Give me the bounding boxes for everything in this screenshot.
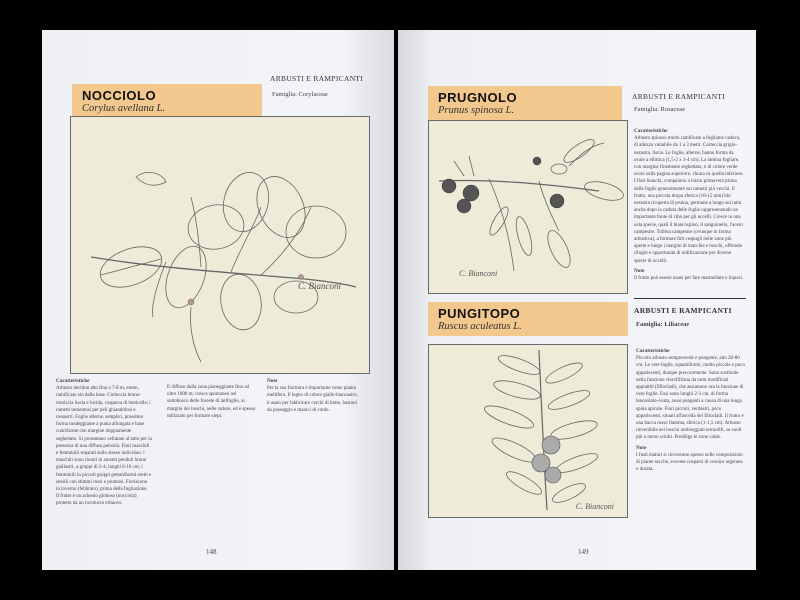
plant-latin-name: Corylus avellana L.	[82, 103, 166, 114]
category-label: ARBUSTI E RAMPICANTI	[270, 74, 364, 83]
text-column-2	[167, 384, 257, 444]
illustration-nocciolo	[70, 116, 370, 374]
artist-signature: C. Bianconi	[298, 281, 341, 291]
title-band-nocciolo	[72, 84, 262, 118]
note-text: Il frutto può essere usato per fare marmellate e liquori.	[634, 276, 744, 282]
pungitopo-text	[636, 348, 746, 534]
column-heading: Note	[267, 378, 278, 384]
column-text: Per la sua fioritura è importante come pianta mellifera. Il legno di colore giallo-biancastro, è usato per fabbricare cerchi di botte, bastoni da passeggio e manici di corde.	[267, 386, 358, 413]
page-number: 148	[206, 548, 217, 556]
column-text: È diffuso dalla zona pianeggiante fino ad oltre 1000 m; cresce spontaneo nel sottobosco delle foreste di latifoglie, ai margini dei boschi, nelle radure, ed è spesso utilizzato per formare siepi.	[167, 385, 256, 419]
family-label: Famiglia: Corylaceae	[272, 91, 328, 98]
note-heading: Note	[634, 267, 645, 274]
artist-signature: C. Bianconi	[575, 502, 614, 511]
artist-signature: C. Bianconi	[459, 269, 498, 278]
column-heading: Caratteristiche	[634, 128, 668, 134]
section-divider	[634, 298, 746, 299]
column-text: Arbusto deciduo alto fino a 7-8 m, eretto, ramificato sin dalla base. Corteccia bruno-rossiccia liscia e lucida, cosparsa di lenticelle; i rametti tomentosi per peli ghiandolosi e rossastri. Foglie alterne, semplici, prossimo forma tondeggiante a punta allungata e base cuoriforme con margine doppiamente seghettato. Si presentano vellutate al tatto per la presenza di una diffusa pelosità. Fiori maschili e femminili separati sullo stesso individuo: i maschili sono riuniti in amenti penduli bruno giallastri, a gruppi di 2-4, lunghi 6-10 cm; i femminili in piccoli gruppi gemmiformi eretti e sessili con stimmi rossi e piumosi. Fioriscono in inverno (febbraio), prima della fogliazione. Il frutto è un achenio globoso (nocciola) protetto da un involucro erbaceo.	[56, 386, 152, 507]
illustration-prugnolo	[428, 120, 628, 294]
right-page	[398, 30, 756, 570]
plant-latin-name: Prunus spinosa L.	[438, 105, 515, 116]
note-text: I fusti maturi si ricoverano spesso nelle composizioni di piante secche, sovente cosparsi di vernice argentea o dorata.	[636, 452, 743, 473]
plant-name: NOCCIOLO	[82, 88, 157, 103]
illustration-pungitopo	[428, 344, 628, 518]
category-label: ARBUSTI E RAMPICANTI	[632, 92, 726, 101]
column-heading: Caratteristiche	[636, 348, 670, 354]
column-text: Piccolo arbusto sempreverde e pungente, alto 20-80 cm. Le vere foglie, squamiformi, molto piccole e poco appariscenti, dunque precocemente. Sono sostituite nella funzione clorofilliana da rami modificati appiattiti (fillocladi), che assumono ora la funzione di vere foglie. Essi sono lunghi 2-3 cm, di forma lanceolato-ovata, assai pungenti a causa di una lunga spina apicale. Fiori piccoli, verdastri, poco appariscenti, situati all'ascella dei fillocladi. Il frutto è una bacca rosso fiamma, sferica (1-1,5 cm). Arbusto rinvenibile nei boschi ombreggiati termofili, su suoli più o meno sciolti. Predilige le zone calde.	[636, 356, 745, 441]
family-label: Famiglia: Rosaceae	[634, 106, 686, 113]
plant-latin-name: Ruscus aculeatus L.	[438, 321, 522, 332]
title-band-prugnolo	[428, 86, 622, 120]
note-heading: Note	[636, 444, 647, 451]
title-band-pungitopo	[428, 302, 628, 336]
column-heading: Caratteristiche	[56, 378, 90, 384]
plant-name: PUNGITOPO	[438, 306, 521, 321]
text-column-1	[56, 378, 152, 548]
plant-name: PRUGNOLO	[438, 90, 518, 105]
left-page	[42, 30, 394, 570]
category-label: ARBUSTI E RAMPICANTI	[634, 306, 732, 315]
column-text: Arbusto spinoso molto ramificato a fogliame caduco, di altezza variabile da 1 a 3 metri. Corteccia grigio-nerastra, liscia. Le foglie, alterne, hanno forma da ovale a ellittica (1,5-2 x 3-4 cm). La lamina fogliare, con margine finemente seghettato, è di colore verde scuro sulla pagina superiore, chiara su quella inferiore. I fiori bianchi, compaiono a inizio primavera prima delle foglie generalmente sui rametti più vecchi. Il frutto, una piccola drupa sferica (10-15 mm) blu nerastra ricoperta di pruina, permane a lungo sui rami anche dopo la caduta delle foglie rappresentando un importante fonte di cibo per gli uccelli. Cresce in una sola specie, quali il biancospino, il sanguinello, l'acero campestre. Tollera campestre (ovunque in forma arbustiva), a formare fitti cespugli nelle zone più aperte e lungo i margini di macchie e boschi, offrendo rifugio e opportunità di nidificazione per diverse specie di uccelli.	[634, 136, 744, 264]
text-column-3	[267, 378, 361, 458]
page-number: 149	[578, 548, 589, 556]
family-label: Famiglia: Liliaceae	[636, 321, 690, 328]
prugnolo-text	[634, 128, 744, 296]
